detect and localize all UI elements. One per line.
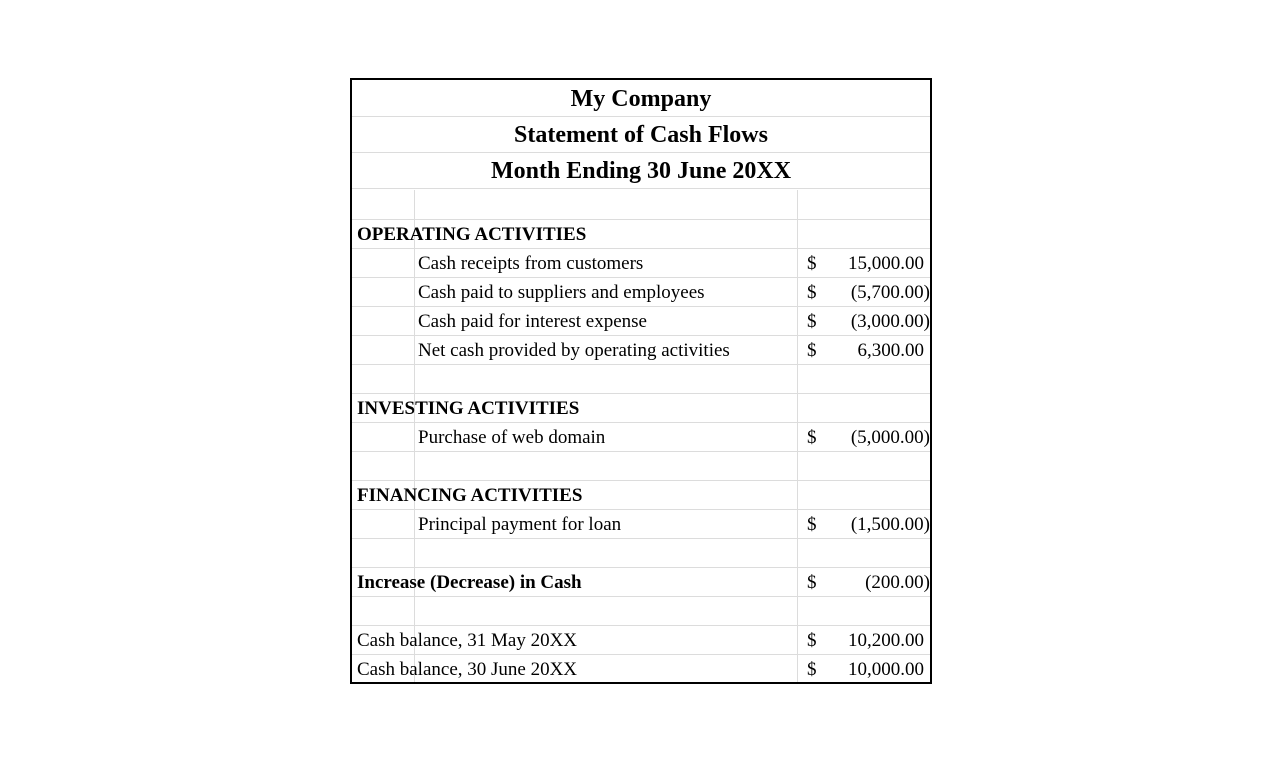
line-item-amount: 15,000.00 — [848, 253, 924, 274]
table-row — [352, 248, 930, 278]
table-row — [352, 422, 930, 452]
line-item-label: Net cash provided by operating activities — [418, 340, 730, 361]
balance-label: Cash balance, 30 June 20XX — [357, 659, 578, 680]
cash-change-amount: (200.00) — [865, 572, 930, 593]
cash-change-row — [352, 567, 930, 597]
line-item-label: Cash paid for interest expense — [418, 311, 647, 332]
currency-symbol: $ — [807, 427, 817, 448]
statement-period: Month Ending 30 June 20XX — [352, 152, 930, 189]
table-row — [352, 625, 930, 655]
currency-symbol: $ — [807, 659, 817, 680]
balance-amount: 10,200.00 — [848, 630, 924, 651]
blank-row — [352, 596, 930, 626]
blank-row — [352, 451, 930, 481]
currency-symbol: $ — [807, 282, 817, 303]
currency-symbol: $ — [807, 630, 817, 651]
currency-symbol: $ — [807, 253, 817, 274]
blank-row — [352, 538, 930, 568]
table-row — [352, 509, 930, 539]
line-item-label: Cash receipts from customers — [418, 253, 644, 274]
line-item-amount: (5,700.00) — [850, 282, 930, 303]
table-row — [352, 654, 930, 683]
line-item-amount: (3,000.00) — [850, 311, 930, 332]
balance-amount: 10,000.00 — [848, 659, 924, 680]
line-item-label: Purchase of web domain — [418, 427, 606, 448]
blank-row — [352, 190, 930, 220]
line-item-amount: 6,300.00 — [857, 340, 924, 361]
blank-row — [352, 364, 930, 394]
company-name: My Company — [352, 80, 930, 117]
cash-flow-statement — [350, 78, 932, 684]
currency-symbol: $ — [807, 514, 817, 535]
financing-heading: FINANCING ACTIVITIES — [357, 485, 583, 506]
currency-symbol: $ — [807, 311, 817, 332]
investing-heading: INVESTING ACTIVITIES — [357, 398, 580, 419]
line-item-amount: (1,500.00) — [850, 514, 930, 535]
currency-symbol: $ — [807, 572, 817, 593]
line-item-amount: (5,000.00) — [850, 427, 930, 448]
investing-heading-row — [352, 393, 930, 423]
balance-label: Cash balance, 31 May 20XX — [357, 630, 578, 651]
cash-change-label: Increase (Decrease) in Cash — [357, 572, 582, 593]
operating-heading: OPERATING ACTIVITIES — [357, 224, 587, 245]
financing-heading-row — [352, 480, 930, 510]
table-row — [352, 335, 930, 365]
currency-symbol: $ — [807, 340, 817, 361]
operating-heading-row — [352, 219, 930, 249]
line-item-label: Cash paid to suppliers and employees — [418, 282, 705, 303]
table-row — [352, 306, 930, 336]
table-row — [352, 277, 930, 307]
line-item-label: Principal payment for loan — [418, 514, 622, 535]
statement-title: Statement of Cash Flows — [352, 116, 930, 153]
